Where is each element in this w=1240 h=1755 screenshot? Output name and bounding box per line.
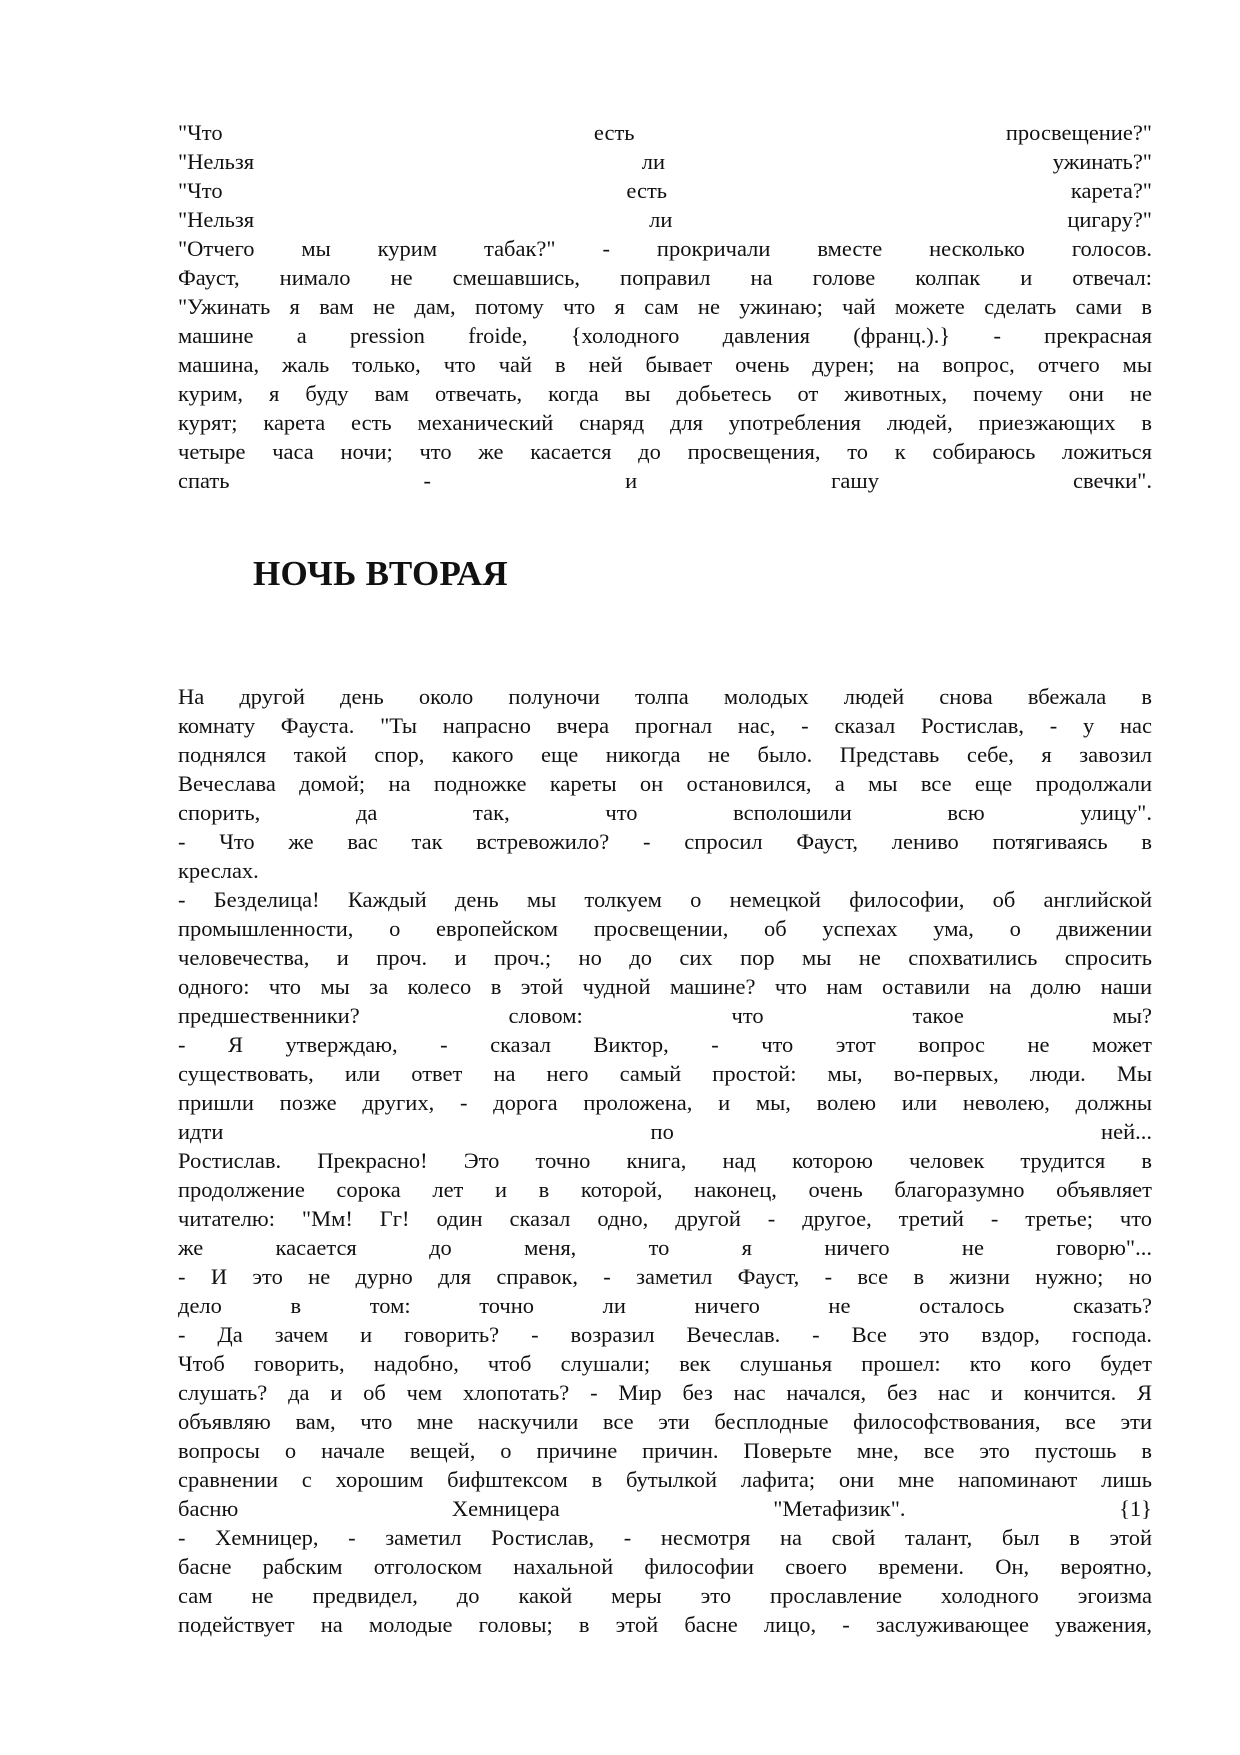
text-block-top	[178, 118, 1152, 495]
text-line: идти по ней...	[178, 1119, 1152, 1144]
text-line: машина, жаль только, что чай в ней бывает очень дурен; на вопрос, отчего мы	[178, 352, 1152, 377]
text-line: слушать? да и об чем хлопотать? - Мир без нас начался, без нас и кончится. Я	[178, 1380, 1152, 1405]
text-line: дело в том: точно ли ничего не осталось сказать?	[178, 1293, 1152, 1318]
text-line: четыре часа ночи; что же касается до просвещения, то к собираюсь ложиться	[178, 439, 1152, 464]
text-line: курим, я буду вам отвечать, когда вы добьетесь от животных, почему они не	[178, 381, 1152, 406]
text-line: Ростислав. Прекрасно! Это точно книга, над которою человек трудится в	[178, 1148, 1152, 1173]
text-line: - И это не дурно для справок, - заметил Фауст, - все в жизни нужно; но	[178, 1264, 1152, 1289]
text-line: - Да зачем и говорить? - возразил Вечеслав. - Все это вздор, господа.	[178, 1322, 1152, 1347]
text-line: - Что же вас так встревожило? - спросил Фауст, лениво потягиваясь в	[178, 829, 1152, 854]
text-line: предшественники? словом: что такое мы?	[178, 1003, 1152, 1028]
text-block-main	[178, 682, 1152, 1639]
text-line: продолжение сорока лет и в которой, наконец, очень благоразумно объявляет	[178, 1177, 1152, 1202]
text-line: одного: что мы за колесо в этой чудной машине? что нам оставили на долю наши	[178, 974, 1152, 999]
text-line: вопросы о начале вещей, о причине причин. Поверьте мне, все это пустошь в	[178, 1438, 1152, 1463]
text-line: комнату Фауста. "Ты напрасно вчера прогнал нас, - сказал Ростислав, - у нас	[178, 713, 1152, 738]
text-line: "Что есть просвещение?"	[178, 120, 1152, 145]
text-line: читателю: "Мм! Гг! один сказал одно, другой - другое, третий - третье; что	[178, 1206, 1152, 1231]
text-line: же касается до меня, то я ничего не говорю"...	[178, 1235, 1152, 1260]
chapter-heading: НОЧЬ ВТОРАЯ	[253, 554, 508, 593]
text-line: подействует на молодые головы; в этой басне лицо, - заслуживающее уважения,	[178, 1612, 1152, 1637]
text-line: курят; карета есть механический снаряд для употребления людей, приезжающих в	[178, 410, 1152, 435]
text-line: - Я утверждаю, - сказал Виктор, - что этот вопрос не может	[178, 1032, 1152, 1057]
text-line: басню Хемницера "Метафизик". {1}	[178, 1496, 1152, 1521]
text-line: - Безделица! Каждый день мы толкуем о немецкой философии, об английской	[178, 887, 1152, 912]
text-line: пришли позже других, - дорога проложена, и мы, волею или неволею, должны	[178, 1090, 1152, 1115]
text-line: Фауст, нимало не смешавшись, поправил на голове колпак и отвечал:	[178, 265, 1152, 290]
text-line: - Хемницер, - заметил Ростислав, - несмотря на свой талант, был в этой	[178, 1525, 1152, 1550]
text-line: "Нельзя ли ужинать?"	[178, 149, 1152, 174]
text-line: сравнении с хорошим бифштексом в бутылкой лафита; они мне напоминают лишь	[178, 1467, 1152, 1492]
text-line: спорить, да так, что всполошили всю улицу".	[178, 800, 1152, 825]
text-line: машине а pression froide, {холодного давления (франц.).} - прекрасная	[178, 323, 1152, 348]
text-line: "Ужинать я вам не дам, потому что я сам не ужинаю; чай можете сделать сами в	[178, 294, 1152, 319]
text-line: "Что есть карета?"	[178, 178, 1152, 203]
text-line: креслах.	[178, 858, 259, 883]
text-line: объявляю вам, что мне наскучили все эти бесплодные философствования, все эти	[178, 1409, 1152, 1434]
text-line: поднялся такой спор, какого еще никогда не было. Представь себе, я завозил	[178, 742, 1152, 767]
text-line: спать - и гашу свечки".	[178, 468, 1152, 493]
text-line: Чтоб говорить, надобно, чтоб слушали; век слушанья прошел: кто кого будет	[178, 1351, 1152, 1376]
text-line: "Нельзя ли цигару?"	[178, 207, 1152, 232]
text-line: "Отчего мы курим табак?" - прокричали вместе несколько голосов.	[178, 236, 1152, 261]
text-line: промышленности, о европейском просвещении, об успехах ума, о движении	[178, 916, 1152, 941]
text-line: человечества, и проч. и проч.; но до сих пор мы не спохватились спросить	[178, 945, 1152, 970]
text-line: басне рабским отголоском нахальной философии своего времени. Он, вероятно,	[178, 1554, 1152, 1579]
text-line: сам не предвидел, до какой меры это прославление холодного эгоизма	[178, 1583, 1152, 1608]
text-line: На другой день около полуночи толпа молодых людей снова вбежала в	[178, 684, 1152, 709]
text-line: Вечеслава домой; на подножке кареты он остановился, а мы все еще продолжали	[178, 771, 1152, 796]
text-line: существовать, или ответ на него самый простой: мы, во-первых, люди. Мы	[178, 1061, 1152, 1086]
